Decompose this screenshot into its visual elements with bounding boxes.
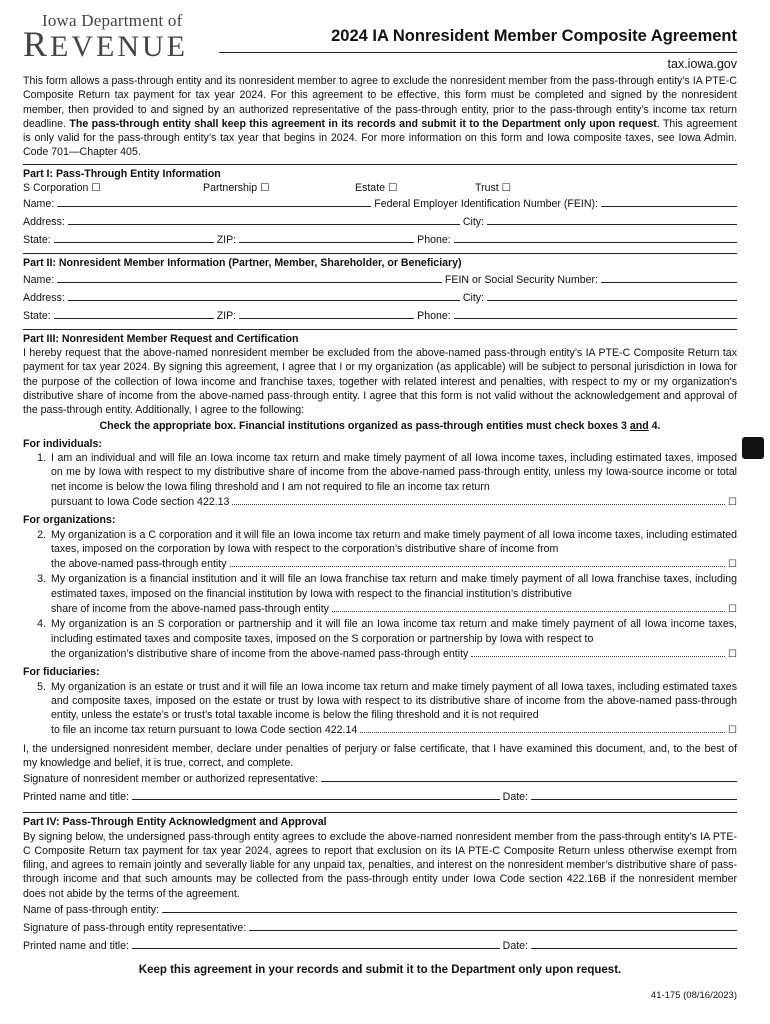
form-number: 41-175 (08/16/2023) (650, 990, 737, 1002)
member-printed-name-field[interactable] (132, 788, 500, 800)
member-address-row (23, 289, 737, 307)
iowa-revenue-logo (23, 11, 188, 64)
member-date-field[interactable] (531, 788, 737, 800)
dot-leader (232, 494, 725, 505)
member-ssn-label: FEIN or Social Security Number: (444, 273, 598, 286)
part4-text: By signing below, the undersigned pass-through entity agrees to exclude the above-named nonresident member from the pass-through entity’s IA PTE-C Composite Return tax payment for tax year 2024, agrees to report that exclusion on its IA PTE-C Composite Return unless otherwise exempt from filing, and agrees to remain jointly and severally liable for any unpaid tax, penalties, and interest on the nonresident member’s distributive share of pass-through income and that such amounts may be collected from the pass-through entity under Iowa Code section 422.16B if the nonresident member does not abide by the terms of the agreement. (23, 830, 737, 900)
member-city-label: City: (462, 291, 484, 304)
trust-checkbox[interactable]: Trust ☐ (475, 182, 512, 195)
option-number: 1. (37, 452, 46, 465)
entity-fein-field[interactable] (601, 195, 737, 207)
check-instruction-and: and (629, 420, 649, 433)
intro-text-1: This form allows a pass-through entity and its nonresident member to agree to exclude the nonresident member from the pass-through entity’s IA PTE-C Composite Return tax payment for tax year 2024. For this agreement to be effective, this form must be completed and signed by the nonresident member, then provided to and signed by an authorized representative of the pass-through entity, prior to the pass-through entity’s income tax return deadline. (23, 75, 737, 130)
header (23, 12, 737, 70)
pte-signature-field[interactable] (249, 919, 737, 931)
option-item-5 (23, 680, 737, 739)
fiduciaries-heading: For fiduciaries: (23, 666, 100, 679)
intro-paragraph (23, 74, 737, 160)
pte-name-field[interactable] (162, 901, 737, 913)
header-rule (219, 52, 737, 53)
entity-type-row (23, 181, 737, 195)
keep-agreement-note: Keep this agreement in your records and submit it to the Department only upon request. (138, 964, 622, 977)
entity-zip-field[interactable] (239, 231, 414, 243)
entity-state-row (23, 231, 737, 249)
member-zip-label: ZIP: (216, 309, 237, 322)
estate-checkbox[interactable]: Estate ☐ (355, 182, 398, 195)
entity-address-label: Address: (23, 216, 65, 229)
perjury-declaration: I, the undersigned nonresident member, declare under penalties of perjury or false certificate, that I have examined this document, and, to the best of my knowledge and belief, it is true, correct, and complete. (23, 742, 737, 769)
option-last-line: to file an income tax return pursuant to Iowa Code section 422.14 (51, 724, 358, 737)
part1-section (23, 164, 737, 250)
check-instruction-pre: Check the appropriate box. Financial institutions organized as pass-through entities must check boxes 3 (99, 420, 630, 433)
option-2-checkbox[interactable]: ☐ (728, 559, 737, 571)
entity-phone-field[interactable] (454, 231, 737, 243)
member-name-label: Name: (23, 273, 55, 286)
option-item-1 (23, 451, 737, 510)
pte-printed-name-row (23, 937, 737, 955)
organizations-heading: For organizations: (23, 514, 116, 527)
option-number: 5. (37, 680, 46, 693)
member-zip-field[interactable] (239, 307, 414, 319)
pte-signature-row (23, 919, 737, 937)
option-text: My organization is a financial institution and it will file an Iowa franchise tax return and make timely payment of all Iowa franchise taxes, including estimated taxes, imposed on the financial institution by Iowa with respect to the financial institution’s distributive (51, 573, 737, 600)
individuals-heading: For individuals: (23, 437, 102, 450)
dot-leader (332, 601, 725, 612)
check-instruction-post: 4. (648, 420, 661, 433)
member-name-field[interactable] (57, 271, 442, 283)
part2-title: Part II: Nonresident Member Information (Partner, Member, Shareholder, or Beneficiary) (23, 257, 462, 270)
option-5-checkbox[interactable]: ☐ (728, 725, 737, 737)
entity-name-sign-row (23, 901, 737, 919)
entity-state-label: State: (23, 234, 51, 247)
intro-text-2: . This agreement is only valid for the pass-through entity’s tax year that begins in 2024. For more information on this form and Iowa composite taxes, see Iowa Admin. Code 701—Chapter 405. (23, 117, 737, 159)
part3-section (23, 329, 737, 807)
option-number: 4. (37, 618, 46, 631)
option-number: 3. (37, 573, 46, 586)
entity-address-row (23, 213, 737, 231)
dot-leader (471, 646, 725, 657)
check-instruction (23, 419, 737, 433)
option-number: 2. (37, 528, 46, 541)
member-city-field[interactable] (487, 289, 737, 301)
pte-date-label: Date: (502, 940, 528, 953)
part2-section (23, 253, 737, 324)
option-last-line: the organization’s distributive share of income from the above-named pass-through entity (51, 647, 469, 660)
part4-title: Part IV: Pass-Through Entity Acknowledgment and Approval (23, 816, 327, 829)
logo-rest: EVENUE (50, 30, 188, 63)
logo-main-text (23, 24, 188, 64)
option-1-checkbox[interactable]: ☐ (728, 496, 737, 508)
page-tab-marker (742, 437, 764, 459)
option-item-4 (23, 617, 737, 662)
option-text: My organization is an estate or trust and it will file an Iowa income tax return and make timely payment of all Iowa taxes, including estimated taxes and composite taxes, imposed on the estate or trust by Iowa with respect to its distributive share of income from the above-named pass-through entity, unless the estate’s or trust’s total taxable income is below the filing threshold and it is not required (51, 680, 737, 722)
website-link[interactable]: tax.iowa.gov (667, 57, 737, 71)
entity-phone-label: Phone: (417, 234, 451, 247)
member-state-row (23, 307, 737, 325)
member-signature-row (23, 770, 737, 788)
member-phone-field[interactable] (454, 307, 737, 319)
pte-signature-label: Signature of pass-through entity representative: (23, 922, 247, 935)
member-address-label: Address: (23, 291, 65, 304)
entity-address-field[interactable] (68, 213, 460, 225)
option-last-line: the above-named pass-through entity (51, 558, 227, 571)
option-text: I am an individual and will file an Iowa income tax return and make timely payment of all Iowa income taxes, including estimated taxes, imposed on me by Iowa with respect to my distributive share of income from the above-named pass-through entity, unless my Iowa-source income or total net income is below the Iowa filing threshold and I am not required to file an income tax return (51, 452, 737, 493)
option-last-line: share of income from the above-named pass-through entity (51, 603, 329, 616)
member-ssn-field[interactable] (601, 271, 737, 283)
form-page (23, 12, 737, 1004)
member-printed-name-row (23, 788, 737, 806)
entity-name-row (23, 195, 737, 213)
pte-date-field[interactable] (531, 937, 737, 949)
member-signature-field[interactable] (321, 770, 737, 782)
pte-printed-name-label: Printed name and title: (23, 940, 129, 953)
member-name-row (23, 271, 737, 289)
logo-top-text: Iowa Department of (42, 11, 183, 30)
member-signature-label: Signature of nonresident member or authorized representative: (23, 773, 319, 786)
form-title: 2024 IA Nonresident Member Composite Agreement (331, 27, 737, 45)
member-state-field[interactable] (54, 307, 214, 319)
entity-city-field[interactable] (487, 213, 737, 225)
pte-printed-name-field[interactable] (132, 937, 500, 949)
dot-leader (360, 722, 725, 733)
part3-text: I hereby request that the above-named nonresident member be excluded from the above-named pass-through entity’s IA PTE-C Composite Return tax payment for tax year 2024. By signing this agreement, I agree that I or my organization (as applicable) will be subject to personal jurisdiction in Iowa for the purpose of the collection of Iowa income and franchise taxes, together with related interest and penalties, with respect to my or my organization’s distributive share of income from the above-named pass-through entity. I agree that this form is not valid without the acknowledgement and approval of the pass-through entity. Additionally, I agree to the following: (23, 346, 737, 417)
entity-zip-label: ZIP: (216, 234, 237, 247)
option-last-line: pursuant to Iowa Code section 422.13 (51, 495, 230, 508)
option-4-checkbox[interactable]: ☐ (728, 648, 737, 660)
s-corporation-checkbox[interactable]: S Corporation ☐ (23, 182, 101, 195)
option-item-2 (23, 528, 737, 573)
pte-name-label: Name of pass-through entity: (23, 904, 160, 917)
entity-state-field[interactable] (54, 231, 214, 243)
entity-name-field[interactable] (57, 195, 371, 207)
entity-fein-label: Federal Employer Identification Number (FEIN): (374, 198, 598, 211)
part3-title: Part III: Nonresident Member Request and Certification (23, 332, 299, 345)
member-state-label: State: (23, 309, 51, 322)
member-date-label: Date: (502, 791, 528, 804)
option-text: My organization is an S corporation or partnership and it will file an Iowa income tax return and make timely payment of all Iowa income taxes, including estimated taxes and composite taxes, imposed on the S corporation or partnership by Iowa with respect to (51, 618, 737, 645)
member-address-field[interactable] (68, 289, 460, 301)
entity-city-label: City: (462, 216, 484, 229)
part1-title: Part I: Pass-Through Entity Information (23, 167, 221, 180)
option-text: My organization is a C corporation and it will file an Iowa income tax return and make timely payment of all Iowa income taxes, including estimated taxes, imposed on the corporation by Iowa with respect to the corporation’s distributive share of income from (51, 528, 737, 555)
part4-section (23, 812, 737, 955)
option-item-3 (23, 572, 737, 617)
dot-leader (230, 556, 726, 567)
logo-initial: R (23, 24, 51, 64)
member-phone-label: Phone: (417, 309, 451, 322)
intro-bold-text: The pass-through entity shall keep this agreement in its records and submit it to the Department only upon request (69, 117, 657, 130)
option-3-checkbox[interactable]: ☐ (728, 604, 737, 616)
partnership-checkbox[interactable]: Partnership ☐ (203, 182, 270, 195)
entity-name-label: Name: (23, 198, 55, 211)
member-printed-name-label: Printed name and title: (23, 791, 129, 804)
